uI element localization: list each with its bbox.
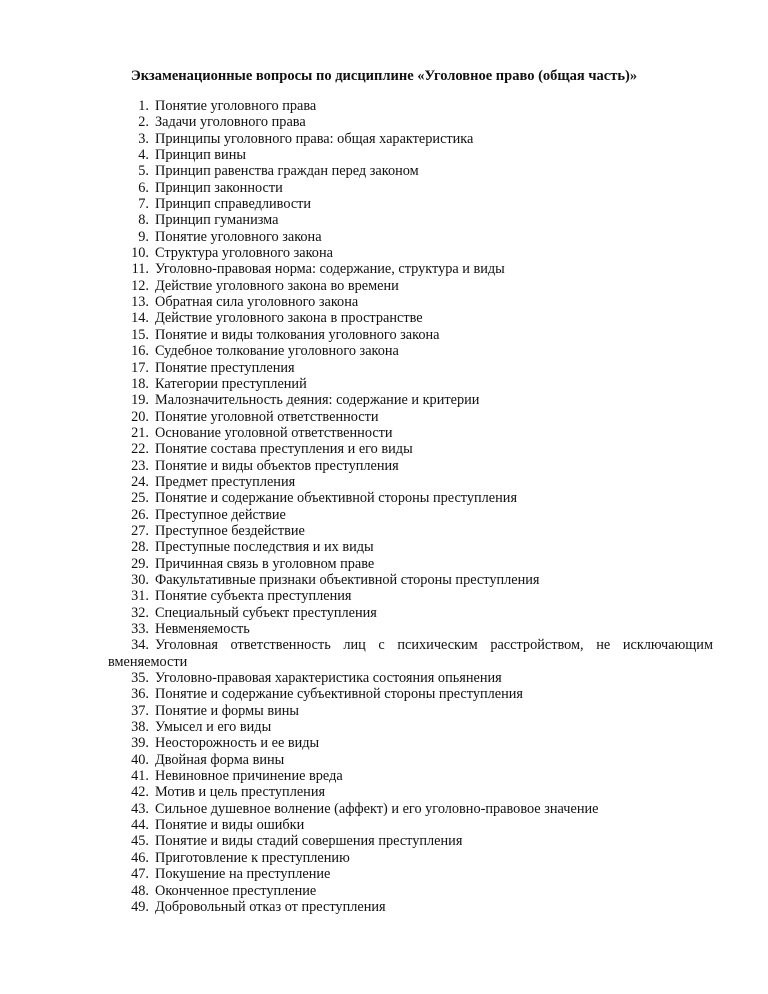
question-text: Двойная форма вины <box>155 751 285 768</box>
question-list <box>0 98 768 915</box>
question-item <box>0 98 768 114</box>
question-number: 22. <box>131 441 149 458</box>
question-item <box>0 817 768 833</box>
question-number: 39. <box>131 735 149 752</box>
question-item <box>0 735 768 751</box>
question-text: Действие уголовного закона в пространстве <box>155 310 423 327</box>
question-text: Покушение на преступление <box>155 866 331 883</box>
question-number: 40. <box>131 751 149 768</box>
question-number: 25. <box>131 490 149 507</box>
question-number: 21. <box>131 424 149 441</box>
question-number: 7. <box>138 196 149 213</box>
question-number: 35. <box>131 670 149 687</box>
question-text: Понятие и содержание субъективной стороны преступления <box>155 686 523 703</box>
question-item <box>0 490 768 506</box>
question-text: Действие уголовного закона во времени <box>155 277 399 294</box>
question-number: 6. <box>138 179 149 196</box>
question-number: 13. <box>131 294 149 311</box>
document-title: Экзаменационные вопросы по дисциплине «Уголовное право (общая часть)» <box>130 68 638 84</box>
question-item <box>0 784 768 800</box>
question-number: 46. <box>131 849 149 866</box>
question-item <box>0 310 768 326</box>
question-number: 48. <box>131 882 149 899</box>
question-text: Структура уголовного закона <box>155 245 333 262</box>
question-item <box>0 327 768 343</box>
question-item <box>0 523 768 539</box>
question-number: 9. <box>138 228 149 245</box>
question-text: Понятие субъекта преступления <box>155 588 352 605</box>
question-text: Основание уголовной ответственности <box>155 424 393 441</box>
question-text: Понятие и виды объектов преступления <box>155 457 399 474</box>
question-text: Понятие состава преступления и его виды <box>155 441 413 458</box>
question-number: 27. <box>131 522 149 539</box>
question-number: 23. <box>131 457 149 474</box>
question-item <box>0 605 768 621</box>
question-number: 47. <box>131 866 149 883</box>
question-text: Понятие и виды стадий совершения преступления <box>155 833 463 850</box>
question-number: 36. <box>131 686 149 703</box>
question-item <box>0 572 768 588</box>
question-text: Невиновное причинение вреда <box>155 768 343 785</box>
question-item <box>0 278 768 294</box>
question-text: Понятие и виды ошибки <box>155 817 305 834</box>
question-item <box>0 163 768 179</box>
question-number: 20. <box>131 408 149 425</box>
question-text: Приготовление к преступлению <box>155 849 350 866</box>
question-text: Принцип вины <box>155 147 246 164</box>
question-number: 32. <box>131 604 149 621</box>
question-number: 18. <box>131 375 149 392</box>
question-item <box>0 409 768 425</box>
question-item <box>0 114 768 130</box>
question-item <box>0 588 768 604</box>
question-item <box>0 752 768 768</box>
question-text: Сильное душевное волнение (аффект) и его уголовно-правовое значение <box>155 800 599 817</box>
question-text: Малозначительность деяния: содержание и критерии <box>155 392 480 409</box>
question-item <box>0 539 768 555</box>
question-text-continuation: вменяемости <box>108 653 188 670</box>
question-text: Понятие уголовного закона <box>155 228 322 245</box>
question-item <box>0 883 768 899</box>
question-text: Понятие и содержание объективной стороны преступления <box>155 490 518 507</box>
question-number: 41. <box>131 768 149 785</box>
question-text: Уголовно-правовая характеристика состояния опьянения <box>155 670 502 687</box>
question-text: Добровольный отказ от преступления <box>155 898 386 915</box>
question-text: Неосторожность и ее виды <box>155 735 320 752</box>
question-item <box>0 703 768 719</box>
question-item <box>0 768 768 784</box>
question-item <box>0 294 768 310</box>
question-item <box>0 196 768 212</box>
question-text: Оконченное преступление <box>155 882 317 899</box>
question-text: Уголовно-правовая норма: содержание, структура и виды <box>155 261 505 278</box>
question-text: Предмет преступления <box>155 473 296 490</box>
question-item <box>0 833 768 849</box>
question-text: Понятие уголовного права <box>155 98 317 114</box>
question-item <box>0 507 768 523</box>
question-item <box>0 425 768 441</box>
question-number: 42. <box>131 784 149 801</box>
question-number: 4. <box>138 147 149 164</box>
question-text: Понятие преступления <box>155 359 295 376</box>
question-item <box>0 637 768 670</box>
question-item <box>0 212 768 228</box>
question-number: 37. <box>131 702 149 719</box>
question-item <box>0 245 768 261</box>
question-text: Принцип равенства граждан перед законом <box>155 163 419 180</box>
question-item <box>0 261 768 277</box>
question-item <box>0 556 768 572</box>
question-number: 11. <box>131 261 149 278</box>
question-text: Уголовная ответственность лиц с психическим расстройством, не исключающим <box>155 637 713 654</box>
question-item <box>0 131 768 147</box>
question-number: 45. <box>131 833 149 850</box>
question-number: 44. <box>131 817 149 834</box>
question-text: Судебное толкование уголовного закона <box>155 343 399 360</box>
question-item <box>0 866 768 882</box>
question-text: Мотив и цель преступления <box>155 784 326 801</box>
question-number: 10. <box>131 245 149 262</box>
question-text: Категории преступлений <box>155 375 307 392</box>
question-text: Умысел и его виды <box>155 719 272 736</box>
question-text: Преступное бездействие <box>155 522 305 539</box>
question-text: Задачи уголовного права <box>155 114 306 131</box>
question-item <box>0 719 768 735</box>
question-item <box>0 392 768 408</box>
question-text: Обратная сила уголовного закона <box>155 294 359 311</box>
question-number: 28. <box>131 539 149 556</box>
question-item <box>0 360 768 376</box>
question-text: Принцип гуманизма <box>155 212 279 229</box>
question-text: Понятие уголовной ответственности <box>155 408 379 425</box>
question-number: 1. <box>138 98 149 114</box>
question-number: 8. <box>138 212 149 229</box>
question-number: 5. <box>138 163 149 180</box>
question-number: 31. <box>131 588 149 605</box>
question-text: Специальный субъект преступления <box>155 604 377 621</box>
question-text: Факультативные признаки объективной стороны преступления <box>155 571 540 588</box>
question-number: 30. <box>131 571 149 588</box>
question-text: Преступные последствия и их виды <box>155 539 374 556</box>
question-text: Понятие и виды толкования уголовного закона <box>155 326 440 343</box>
question-number: 34. <box>131 637 149 654</box>
question-number: 14. <box>131 310 149 327</box>
question-number: 16. <box>131 343 149 360</box>
question-number: 26. <box>131 506 149 523</box>
question-number: 49. <box>131 898 149 915</box>
question-item <box>0 850 768 866</box>
question-item <box>0 441 768 457</box>
question-item <box>0 621 768 637</box>
question-number: 29. <box>131 555 149 572</box>
question-item <box>0 899 768 915</box>
question-text: Преступное действие <box>155 506 286 523</box>
question-number: 2. <box>138 114 149 131</box>
question-item <box>0 376 768 392</box>
question-text: Принцип справедливости <box>155 196 312 213</box>
question-number: 3. <box>138 130 149 147</box>
question-item <box>0 147 768 163</box>
question-text: Понятие и формы вины <box>155 702 299 719</box>
question-text: Невменяемость <box>155 621 250 637</box>
question-number: 19. <box>131 392 149 409</box>
question-number: 24. <box>131 473 149 490</box>
question-number: 12. <box>131 277 149 294</box>
question-item <box>0 458 768 474</box>
question-text: Принципы уголовного права: общая характеристика <box>155 130 474 147</box>
question-item <box>0 670 768 686</box>
question-number: 17. <box>131 359 149 376</box>
question-item <box>0 343 768 359</box>
question-item <box>0 801 768 817</box>
question-number: 43. <box>131 800 149 817</box>
question-number: 38. <box>131 719 149 736</box>
question-item <box>0 180 768 196</box>
question-number: 33. <box>131 621 149 637</box>
question-text: Принцип законности <box>155 179 283 196</box>
question-number: 15. <box>131 326 149 343</box>
question-item <box>0 686 768 702</box>
question-text: Причинная связь в уголовном праве <box>155 555 375 572</box>
question-item <box>0 229 768 245</box>
question-item <box>0 474 768 490</box>
